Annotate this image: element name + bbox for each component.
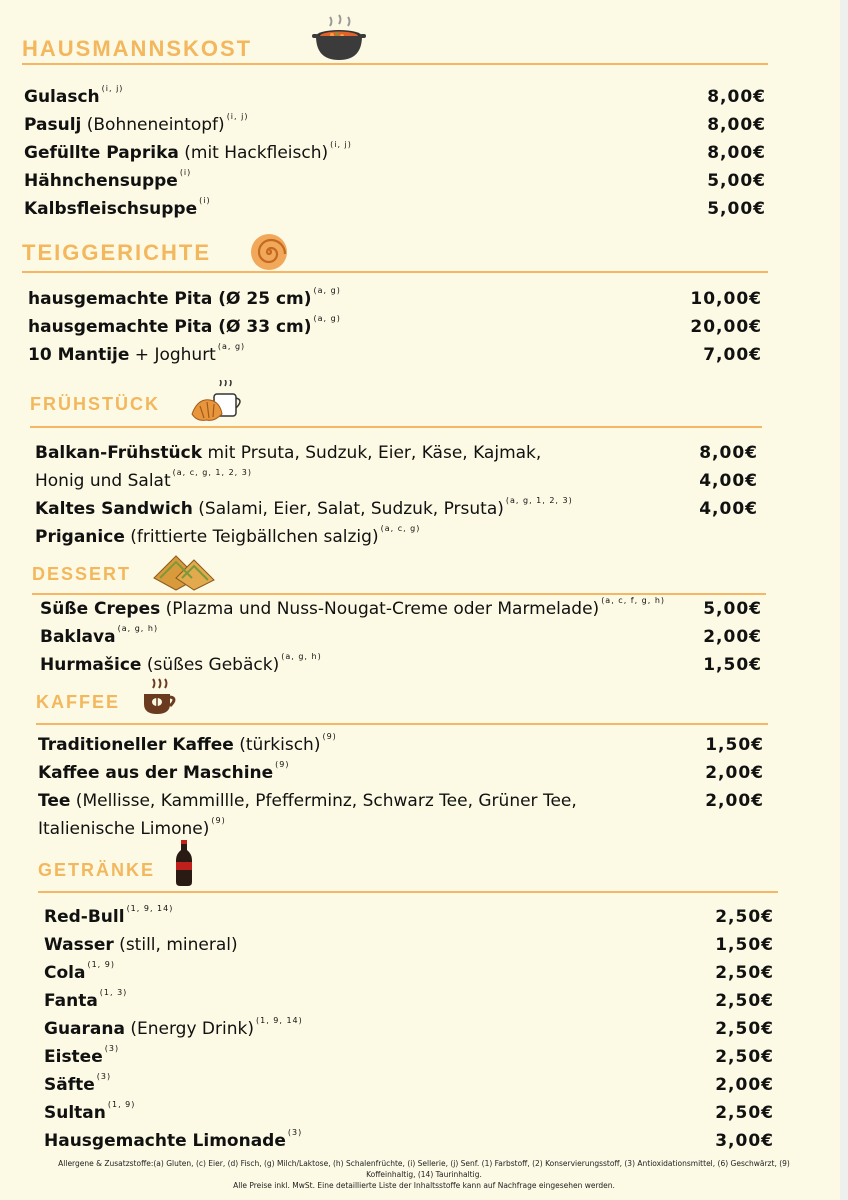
item-price: 4,00€ xyxy=(699,499,758,519)
croissant-coffee-icon xyxy=(190,380,244,424)
menu-item xyxy=(28,344,245,366)
item-description: (mit Hackfleisch) xyxy=(178,143,329,163)
item-name: Priganice xyxy=(35,527,125,547)
section-divider xyxy=(30,426,762,428)
item-description: (Mellisse, Kammillle, Pfefferminz, Schwarz Tee, Grüner Tee, xyxy=(70,791,577,811)
item-name: Sultan xyxy=(44,1103,106,1123)
item-allergens: (i, j) xyxy=(101,84,124,93)
section-title: DESSERT xyxy=(32,564,132,584)
menu-item xyxy=(38,734,337,756)
menu-item xyxy=(40,598,665,620)
item-price: 4,00€ xyxy=(699,471,758,491)
item-price: 2,00€ xyxy=(715,1075,774,1095)
baklava-icon xyxy=(152,552,216,594)
item-description: (Bohneneintopf) xyxy=(81,115,225,135)
item-allergens: (1, 9) xyxy=(87,960,115,969)
menu-item xyxy=(28,316,341,338)
item-description: (still, mineral) xyxy=(113,935,238,955)
menu-item xyxy=(24,86,123,108)
item-price: 8,00€ xyxy=(699,443,758,463)
item-name: Kalbsfleischsuppe xyxy=(24,199,198,219)
menu-item xyxy=(28,288,341,310)
item-name: Gulasch xyxy=(24,87,100,107)
cola-bottle-icon xyxy=(174,840,194,886)
section-divider xyxy=(22,271,768,273)
item-description: (Salami, Eier, Salat, Sudzuk, Prsuta) xyxy=(192,499,504,519)
item-allergens: (1, 9, 14) xyxy=(126,904,174,913)
item-name: Hurmašice xyxy=(40,655,142,675)
item-allergens: (9) xyxy=(275,760,290,769)
footer-prices-note: Alle Preise inkl. MwSt. Eine detaillierte Liste der Inhaltsstoffe kann auf Nachfrage eingesehen werden. xyxy=(233,1181,615,1190)
menu-item xyxy=(44,1074,111,1096)
item-name: Pasulj xyxy=(24,115,82,135)
item-description: Honig und Salat xyxy=(35,471,171,491)
item-allergens: (9) xyxy=(322,732,337,741)
item-name: Red-Bull xyxy=(44,907,125,927)
cinnamon-roll-icon xyxy=(249,232,289,272)
footer-note xyxy=(40,1158,808,1191)
item-allergens: (a, g, h) xyxy=(117,624,159,633)
item-allergens: (a, g) xyxy=(313,286,341,295)
item-price: 2,00€ xyxy=(703,627,762,647)
section-title: KAFFEE xyxy=(36,692,120,712)
item-description: (Energy Drink) xyxy=(124,1019,254,1039)
menu-item xyxy=(44,1046,119,1068)
menu-item xyxy=(35,442,541,464)
menu-item xyxy=(44,962,115,984)
item-name: Traditioneller Kaffee xyxy=(38,735,234,755)
item-allergens: (i) xyxy=(179,168,192,177)
item-name: Süße Crepes xyxy=(40,599,161,619)
item-allergens: (a, c, g, 1, 2, 3) xyxy=(172,468,252,477)
item-price: 2,00€ xyxy=(705,791,764,811)
menu-item xyxy=(24,198,211,220)
item-price: 2,50€ xyxy=(715,1047,774,1067)
section-divider xyxy=(36,723,768,725)
item-price: 5,00€ xyxy=(703,599,762,619)
item-allergens: (3) xyxy=(287,1128,303,1137)
menu-item xyxy=(44,1102,135,1124)
item-price: 8,00€ xyxy=(707,87,766,107)
menu-item xyxy=(44,1130,302,1152)
menu-item xyxy=(44,990,127,1012)
menu-item xyxy=(24,114,248,136)
item-name: Baklava xyxy=(40,627,116,647)
section-divider xyxy=(32,593,766,595)
item-name: hausgemachte Pita (Ø 25 cm) xyxy=(28,289,312,309)
item-allergens: (i, j) xyxy=(226,112,249,121)
item-description: (süßes Gebäck) xyxy=(141,655,280,675)
menu-item xyxy=(38,818,226,840)
item-name: Cola xyxy=(44,963,86,983)
coffee-cup-icon xyxy=(140,678,180,718)
item-price: 8,00€ xyxy=(707,143,766,163)
item-name: Eistee xyxy=(44,1047,103,1067)
item-price: 7,00€ xyxy=(703,345,762,365)
item-description: (frittierte Teigbällchen salzig) xyxy=(124,527,379,547)
menu-item xyxy=(24,142,352,164)
item-allergens: (1, 9) xyxy=(107,1100,136,1109)
item-description: (türkisch) xyxy=(233,735,321,755)
item-description: + Joghurt xyxy=(129,345,216,365)
item-name: Wasser xyxy=(44,935,114,955)
item-name: Säfte xyxy=(44,1075,95,1095)
menu-item xyxy=(38,790,577,812)
item-price: 1,50€ xyxy=(705,735,764,755)
menu-item xyxy=(24,170,191,192)
item-allergens: (a, g) xyxy=(217,342,246,351)
item-name: Gefüllte Paprika xyxy=(24,143,179,163)
menu-item xyxy=(44,1018,303,1040)
item-name: Tee xyxy=(38,791,71,811)
item-allergens: (a, c, g) xyxy=(380,524,421,533)
item-allergens: (a, c, f, g, h) xyxy=(601,596,666,605)
item-price: 1,50€ xyxy=(715,935,774,955)
menu-item xyxy=(44,906,173,928)
item-price: 20,00€ xyxy=(690,317,762,337)
item-allergens: (1, 3) xyxy=(99,988,128,997)
menu-item xyxy=(44,934,238,956)
menu-item xyxy=(40,654,322,676)
section-title: FRÜHSTÜCK xyxy=(30,394,160,414)
item-price: 2,50€ xyxy=(715,907,774,927)
item-price: 2,50€ xyxy=(715,1103,774,1123)
item-description: mit Prsuta, Sudzuk, Eier, Käse, Kajmak, xyxy=(202,443,542,463)
item-price: 3,00€ xyxy=(715,1131,774,1151)
item-name: Hähnchensuppe xyxy=(24,171,178,191)
item-name: Hausgemachte Limonade xyxy=(44,1131,286,1151)
item-price: 1,50€ xyxy=(703,655,762,675)
item-allergens: (a, g, h) xyxy=(281,652,322,661)
item-allergens: (3) xyxy=(96,1072,112,1081)
item-name: Guarana xyxy=(44,1019,125,1039)
item-price: 2,50€ xyxy=(715,991,774,1011)
menu-item xyxy=(40,626,158,648)
item-name: Balkan-Frühstück xyxy=(35,443,203,463)
item-name: 10 Mantije xyxy=(28,345,130,365)
item-name: hausgemachte Pita (Ø 33 cm) xyxy=(28,317,312,337)
item-price: 5,00€ xyxy=(707,171,766,191)
section-divider xyxy=(38,891,778,893)
section-divider xyxy=(22,63,768,65)
menu-item xyxy=(35,498,573,520)
item-price: 10,00€ xyxy=(690,289,762,309)
item-price: 2,50€ xyxy=(715,1019,774,1039)
item-price: 5,00€ xyxy=(707,199,766,219)
item-allergens: (9) xyxy=(211,816,226,825)
cooking-pot-icon xyxy=(312,14,366,66)
item-allergens: (i) xyxy=(199,196,211,205)
item-price: 2,00€ xyxy=(705,763,764,783)
item-allergens: (3) xyxy=(104,1044,120,1053)
menu-item xyxy=(35,470,252,492)
item-name: Kaffee aus der Maschine xyxy=(38,763,274,783)
item-price: 2,50€ xyxy=(715,963,774,983)
section-title: TEIGGERICHTE xyxy=(22,240,212,265)
item-description: (Plazma und Nuss-Nougat-Creme oder Marmelade) xyxy=(160,599,600,619)
menu-item xyxy=(35,526,420,548)
section-title: GETRÄNKE xyxy=(38,860,156,880)
item-description: Italienische Limone) xyxy=(38,819,210,839)
footer-allergens: Allergene & Zusatzstoffe:(a) Gluten, (c) Eier, (d) Fisch, (g) Milch/Laktose, (h) Schalenfrüchte, (i) Sellerie, (j) Senf. (1) Farbstoff, (2) Konservierungsstoff, (3) Antioxidationsmittel, (6) Geschwärzt, (9) Koffeinhaltig, (14) Taurinhaltig. xyxy=(58,1159,790,1179)
item-allergens: (a, g, 1, 2, 3) xyxy=(505,496,573,505)
item-name: Fanta xyxy=(44,991,98,1011)
item-allergens: (i, j) xyxy=(330,140,352,149)
item-allergens: (1, 9, 14) xyxy=(255,1016,303,1025)
section-title: HAUSMANNSKOST xyxy=(22,36,253,61)
item-allergens: (a, g) xyxy=(313,314,341,323)
menu-item xyxy=(38,762,290,784)
item-name: Kaltes Sandwich xyxy=(35,499,193,519)
item-price: 8,00€ xyxy=(707,115,766,135)
page-edge xyxy=(840,0,848,1200)
